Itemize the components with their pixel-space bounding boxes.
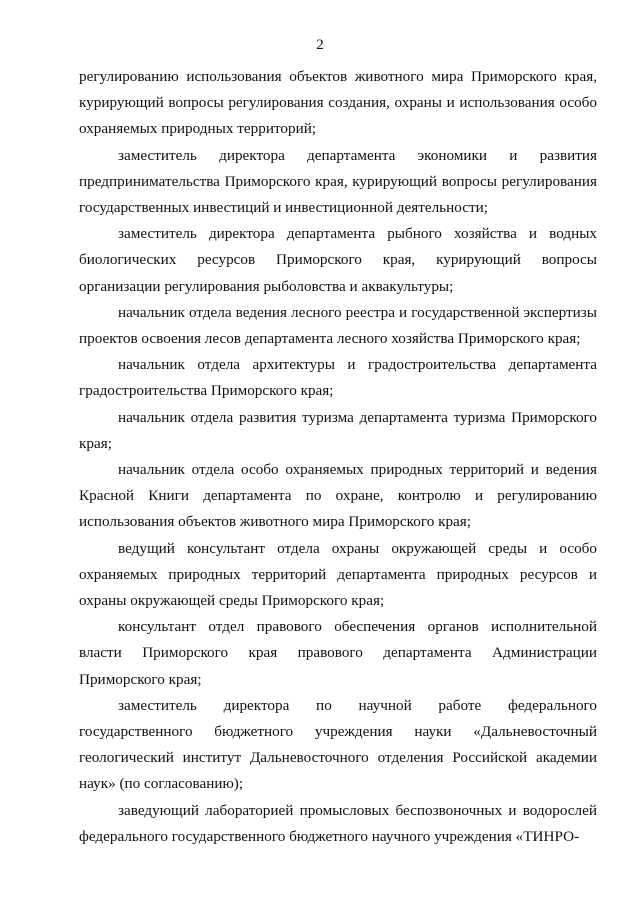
document-body bbox=[79, 64, 597, 850]
paragraph-head-protected-areas: начальник отдела особо охраняемых природных территорий и ведения Красной Книги департамента по охране, контролю и регулированию использования объектов животного мира Приморского края; bbox=[79, 461, 597, 531]
paragraph-lead-consultant-environment: ведущий консультант отдела охраны окружающей среды и особо охраняемых природных территорий департамента природных ресурсов и охраны окружающей среды Приморского края; bbox=[79, 539, 597, 610]
paragraph-deputy-director-fisheries: заместитель директора департамента рыбного хозяйства и водных биологических ресурсов Приморского края, курирующий вопросы организации регулирования рыболовства и аквакультуры; bbox=[79, 225, 597, 295]
paragraph-continuation: регулированию использования объектов животного мира Приморского края, курирующий вопросы регулирования создания, охраны и использования особо охраняемых природных территорий; bbox=[79, 68, 597, 138]
paragraph-deputy-director-science: заместитель директора по научной работе федерального государственного бюджетного учреждения науки «Дальневосточный геологический институт Дальневосточного отделения Российской академии наук» (по согласованию); bbox=[79, 696, 597, 793]
paragraph-head-forest-registry: начальник отдела ведения лесного реестра и государственной экспертизы проектов освоения лесов департамента лесного хозяйства Приморского края; bbox=[79, 303, 597, 348]
paragraph-consultant-legal: консультант отдел правового обеспечения органов исполнительной власти Приморского края правового департамента Администрации Приморского края; bbox=[79, 618, 597, 688]
paragraph-head-architecture: начальник отдела архитектуры и градостроительства департамента градостроительства Приморского края; bbox=[79, 356, 597, 400]
paragraph-head-tourism: начальник отдела развития туризма департамента туризма Приморского края; bbox=[79, 408, 597, 452]
page-number: 2 bbox=[316, 37, 324, 53]
paragraph-deputy-director-economics: заместитель директора департамента экономики и развития предпринимательства Приморского края, курирующий вопросы регулирования государственных инвестиций и инвестиционной деятельности; bbox=[79, 146, 597, 217]
paragraph-head-laboratory: заведующий лабораторией промысловых беспозвоночных и водорослей федерального государственного бюджетного научного учреждения «ТИНРО- bbox=[79, 801, 597, 845]
